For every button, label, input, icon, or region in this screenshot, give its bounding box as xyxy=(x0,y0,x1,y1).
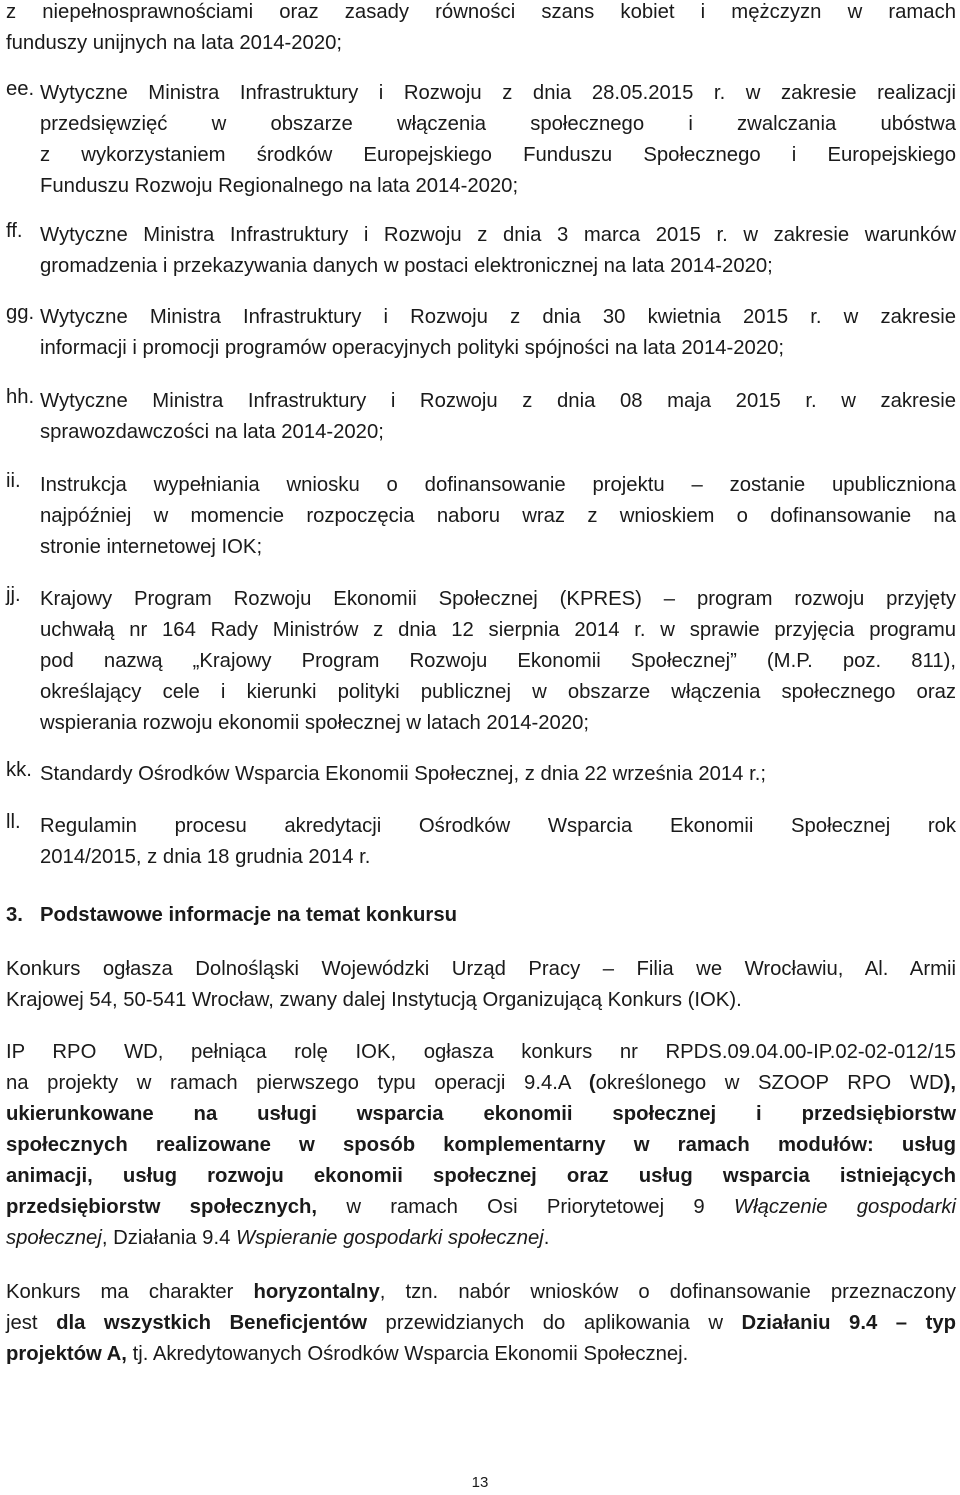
text-run-bold: horyzontalny xyxy=(253,1281,380,1303)
paragraph-competition xyxy=(6,1037,956,1254)
text-line: funduszy unijnych na lata 2014-2020; xyxy=(6,32,343,54)
text-line xyxy=(6,1339,956,1370)
text-line: określający cele i kierunki polityki publicznej w obszarze włączenia społecznego oraz xyxy=(40,681,956,703)
text-line: z niepełnosprawnościami oraz zasady równości szans kobiet i mężczyzn w ramach xyxy=(6,1,956,23)
text-line xyxy=(6,1099,956,1130)
text-line: Krajowej 54, 50-541 Wrocław, zwany dalej Instytucją Organizującą Konkurs (IOK). xyxy=(6,989,742,1011)
list-label: gg. xyxy=(6,302,35,324)
list-label: ee. xyxy=(6,78,35,100)
list-item-continuation xyxy=(6,0,956,59)
text-line: informacji i promocji programów operacyjnych polityki spójności na lata 2014-2020; xyxy=(40,337,785,359)
list-item-ll xyxy=(6,811,956,873)
list-item-kk xyxy=(6,759,956,790)
list-label: ll. xyxy=(6,811,21,833)
list-item-ff xyxy=(6,220,956,282)
paragraph-horizontal xyxy=(6,1277,956,1370)
list-label: hh. xyxy=(6,386,35,408)
list-label: jj. xyxy=(6,584,21,606)
text-line: najpóźniej w momencie rozpoczęcia naboru wraz z wnioskiem o dofinansowanie na xyxy=(40,505,956,527)
text-run: tj. Akredytowanych Ośrodków Wsparcia Ekonomii Społecznej. xyxy=(126,1343,689,1365)
text-line: Wytyczne Ministra Infrastruktury i Rozwoju z dnia 08 maja 2015 r. w zakresie xyxy=(40,390,956,412)
list-item-gg xyxy=(6,302,956,364)
text-run-bold: ukierunkowane na usługi wsparcia ekonomii społecznej i przedsiębiorstw xyxy=(6,1103,956,1125)
text-line: IP RPO WD, pełniąca rolę IOK, ogłasza konkurs nr RPDS.09.04.00-IP.02-02-012/15 xyxy=(6,1041,956,1063)
list-item-ee xyxy=(6,78,956,202)
list-label: ii. xyxy=(6,470,21,492)
text-run: , tzn. nabór wniosków o dofinansowanie przeznaczony xyxy=(379,1281,956,1303)
section-heading xyxy=(6,900,457,931)
text-line: Instrukcja wypełniania wniosku o dofinansowanie projektu – zostanie upubliczniona xyxy=(40,474,956,496)
text-line: Wytyczne Ministra Infrastruktury i Rozwoju z dnia 3 marca 2015 r. w zakresie warunków xyxy=(40,224,956,246)
text-run-bold: dla wszystkich Beneficjentów xyxy=(56,1312,368,1334)
text-run-bold: animacji, usług rozwoju ekonomii społecznej oraz usług wsparcia istniejących xyxy=(6,1165,956,1187)
text-run-bold: projektów A, xyxy=(6,1343,127,1365)
list-label: ff. xyxy=(6,220,23,242)
text-run: określonego w SZOOP RPO WD xyxy=(595,1072,944,1094)
text-run-bold: społecznych realizowane w sposób komplementarny w ramach modułów: usług xyxy=(6,1134,956,1156)
text-line: Standardy Ośrodków Wsparcia Ekonomii Społecznej, z dnia 22 września 2014 r.; xyxy=(40,763,766,785)
section-number: 3. xyxy=(6,904,23,926)
text-run-italic: Wspieranie gospodarki społecznej xyxy=(236,1227,544,1249)
text-run: , Działania 9.4 xyxy=(101,1227,236,1249)
text-line: stronie internetowej IOK; xyxy=(40,536,263,558)
text-run: jest xyxy=(6,1312,57,1334)
text-line: Regulamin procesu akredytacji Ośrodków Wsparcia Ekonomii Społecznej rok xyxy=(40,815,956,837)
text-run: w ramach Osi Priorytetowej 9 xyxy=(317,1196,734,1218)
text-run-bold: ), xyxy=(943,1072,956,1094)
text-line: sprawozdawczości na lata 2014-2020; xyxy=(40,421,384,443)
text-line: gromadzenia i przekazywania danych w postaci elektronicznej na lata 2014-2020; xyxy=(40,255,773,277)
text-run: Konkurs ma charakter xyxy=(6,1281,254,1303)
text-run-italic: Włączenie gospodarki xyxy=(733,1196,956,1218)
text-run: na projekty w ramach pierwszego typu operacji 9.4.A xyxy=(6,1072,589,1094)
text-line: z wykorzystaniem środków Europejskiego Funduszu Społecznego i Europejskiego xyxy=(40,144,956,166)
text-line: uchwałą nr 164 Rady Ministrów z dnia 12 sierpnia 2014 r. w sprawie przyjęcia programu xyxy=(40,619,956,641)
text-run-bold: przedsiębiorstw społecznych, xyxy=(6,1196,318,1218)
list-item-ii xyxy=(6,470,956,563)
text-run-italic: społecznej xyxy=(6,1227,102,1249)
list-item-hh xyxy=(6,386,956,448)
text-line: Funduszu Rozwoju Regionalnego na lata 2014-2020; xyxy=(40,175,519,197)
text-line: Konkurs ogłasza Dolnośląski Wojewódzki Urząd Pracy – Filia we Wrocławiu, Al. Armii xyxy=(6,958,956,980)
text-run: przewidzianych do aplikowania w xyxy=(367,1312,742,1334)
text-line xyxy=(6,1130,956,1161)
text-line xyxy=(6,1223,956,1254)
text-line: Krajowy Program Rozwoju Ekonomii Społecznej (KPRES) – program rozwoju przyjęty xyxy=(40,588,956,610)
text-line: przedsięwzięć w obszarze włączenia społecznego i zwalczania ubóstwa xyxy=(40,113,956,135)
text-line xyxy=(6,1277,956,1308)
text-run: . xyxy=(543,1227,550,1249)
text-line: pod nazwą „Krajowy Program Rozwoju Ekonomii Społecznej” (M.P. poz. 811), xyxy=(40,650,956,672)
text-line xyxy=(6,1161,956,1192)
list-label: kk. xyxy=(6,759,32,781)
text-line xyxy=(6,1068,956,1099)
section-title: Podstawowe informacje na temat konkursu xyxy=(40,904,457,926)
text-line: Wytyczne Ministra Infrastruktury i Rozwoju z dnia 30 kwietnia 2015 r. w zakresie xyxy=(40,306,956,328)
list-item-jj xyxy=(6,584,956,739)
text-line xyxy=(6,1308,956,1339)
text-line: 2014/2015, z dnia 18 grudnia 2014 r. xyxy=(40,846,371,868)
text-run-bold: Działaniu 9.4 – typ xyxy=(741,1312,956,1334)
paragraph-organizer xyxy=(6,954,956,1016)
text-line: Wytyczne Ministra Infrastruktury i Rozwoju z dnia 28.05.2015 r. w zakresie realizacji xyxy=(40,82,956,104)
text-line: wspierania rozwoju ekonomii społecznej w latach 2014-2020; xyxy=(40,712,590,734)
text-line xyxy=(6,1192,956,1223)
page-number: 13 xyxy=(471,1474,489,1491)
text-run-bold: ( xyxy=(588,1072,596,1094)
